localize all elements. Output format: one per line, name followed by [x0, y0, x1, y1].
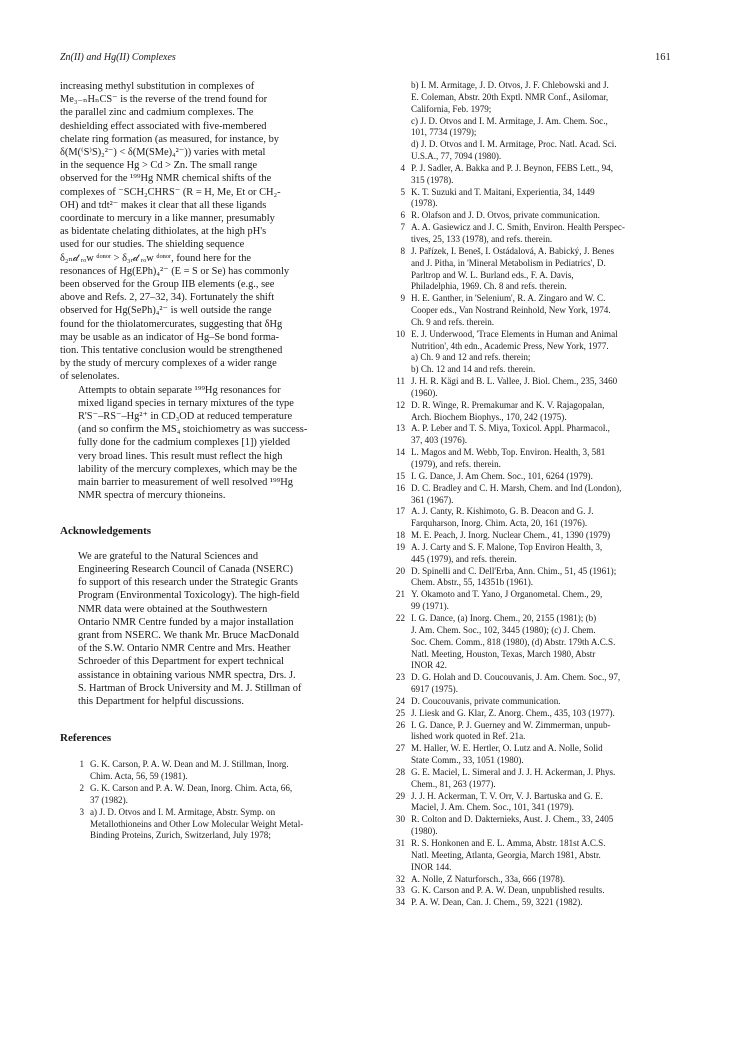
- reference-line: G. K. Carson and P. A. W. Dean, Inorg. Chim. Acta, 66,: [90, 783, 293, 794]
- text-line: the parallel zinc and cadmium complexes. The: [60, 107, 254, 119]
- reference-line: J. J. H. Ackerman, T. V. Orr, V. J. Bartuska and G. E.: [411, 790, 603, 801]
- reference-number: 27: [395, 743, 405, 754]
- reference-line: Philadelphia, 1969. Ch. 8 and refs. therein.: [411, 281, 567, 292]
- reference-line: Ch. 9 and refs. therein.: [411, 316, 495, 327]
- reference-number: 15: [395, 470, 405, 481]
- reference-number: 1: [79, 759, 84, 770]
- reference-entry: [389, 187, 685, 211]
- reference-entry: [389, 696, 685, 708]
- reference-number: 25: [395, 707, 405, 718]
- reference-line: D. Spinelli and C. Dell'Erba, Ann. Chim., 51, 45 (1961);: [411, 565, 617, 576]
- text-line: Engineering Research Council of Canada (NSERC): [78, 563, 293, 575]
- running-title: Zn(II) and Hg(II) Complexes: [60, 52, 176, 63]
- reference-line: Arch. Biochem Biophys., 170, 242 (1975).: [411, 411, 567, 422]
- reference-line: State Comm., 33, 1051 (1980).: [411, 755, 524, 766]
- reference-line: A. J. Carty and S. F. Malone, Top Environ Health, 3,: [411, 541, 603, 552]
- reference-line: 6917 (1975).: [411, 684, 458, 695]
- reference-entry: [389, 246, 685, 293]
- reference-line: J. Liesk and G. Klar, Z. Anorg. Chem., 435, 103 (1977).: [411, 707, 615, 718]
- reference-entry: [389, 566, 685, 590]
- reference-number: 18: [395, 530, 405, 541]
- reference-line: b) I. M. Armitage, J. D. Otvos, J. F. Chlebowski and J.: [411, 80, 609, 90]
- acknowledgements-heading: Acknowledgements: [60, 524, 152, 537]
- reference-entry: [389, 838, 685, 874]
- text-line: mixed ligand species in ternary mixtures of the type: [78, 397, 294, 409]
- reference-entry: [389, 423, 685, 447]
- reference-line: M. E. Peach, J. Inorg. Nuclear Chem., 41, 1390 (1979): [411, 530, 611, 541]
- reference-entry: [389, 210, 685, 222]
- text-line: assistance in obtaining various NMR spectra, Drs. J.: [78, 669, 296, 681]
- reference-number: 13: [395, 423, 405, 434]
- reference-line: A. Nolle, Z Naturforsch., 33a, 666 (1978).: [411, 873, 566, 884]
- text-line: may be usable as an indicator of Hg–Se bond forma-: [60, 331, 280, 343]
- reference-number: 9: [400, 293, 405, 304]
- text-line: observed for the ¹⁹⁹Hg NMR chemical shifts of the: [60, 173, 272, 185]
- reference-line: Cooper eds., Van Nostrand Reinhold, New York, 1974.: [411, 305, 611, 316]
- text-line: very broad lines. This result must reflect the high: [78, 450, 283, 462]
- reference-line: c) J. D. Otvos and I. M. Armitage, J. Am. Chem. Soc.,: [411, 115, 608, 126]
- reference-number: 34: [395, 897, 405, 908]
- text-line: in the sequence Hg > Cd > Zn. The small range: [60, 160, 258, 172]
- references-list-left: [68, 759, 360, 842]
- reference-entry: [389, 672, 685, 696]
- references-heading: References: [60, 732, 112, 745]
- reference-entry: [389, 400, 685, 424]
- text-line: Me₃₋ₙHₙCS⁻ is the reverse of the trend found for: [60, 94, 268, 106]
- reference-line: (1980).: [411, 826, 438, 837]
- reference-line: Nutrition', 4th edn., Academic Press, New York, 1977.: [411, 340, 609, 351]
- reference-line: D. R. Winge, R. Premakumar and K. V. Rajagopalan,: [411, 399, 605, 410]
- text-line: OH) and tdt²⁻ makes it clear that all these ligands: [60, 199, 267, 211]
- body-paragraph-2: [60, 384, 360, 503]
- reference-number: 28: [395, 766, 405, 777]
- reference-entry: [68, 783, 360, 807]
- reference-line: Metallothioneins and Other Low Molecular Weight Metal-: [90, 818, 304, 829]
- reference-number: 21: [395, 589, 405, 600]
- reference-line: 99 (1971).: [411, 601, 449, 612]
- text-line: R'S⁻–RS⁻–Hg²⁺ in CD₃OD at reduced temperature: [78, 411, 293, 423]
- reference-line: b) Ch. 12 and 14 and refs. therein.: [411, 364, 536, 375]
- text-line: grant from NSERC. We thank Mr. Bruce MacDonald: [78, 629, 299, 641]
- reference-line: Chem. Abstr., 55, 14351b (1961).: [411, 577, 534, 588]
- reference-line: 361 (1967).: [411, 494, 454, 505]
- reference-line: I. G. Dance, J. Am Chem. Soc., 101, 6264 (1979).: [411, 470, 593, 481]
- reference-number: 20: [395, 565, 405, 576]
- text-line: tion. This tentative conclusion would be strengthened: [60, 345, 283, 357]
- reference-entry: [68, 807, 360, 843]
- reference-line: G. K. Carson and P. A. W. Dean, unpublished results.: [411, 885, 605, 896]
- reference-line: E. Coleman, Abstr. 20th Exptl. NMR Conf., Asilomar,: [411, 91, 609, 102]
- reference-entry: [389, 708, 685, 720]
- reference-line: Farquharson, Inorg. Chim. Acta, 20, 161 (1976).: [411, 518, 588, 529]
- reference-entry: [389, 874, 685, 886]
- reference-number: 7: [400, 222, 405, 233]
- reference-number: 22: [395, 612, 405, 623]
- text-line: Attempts to obtain separate ¹⁹⁹Hg resonances for: [78, 384, 281, 396]
- reference-number: 24: [395, 695, 405, 706]
- reference-number: 14: [395, 447, 405, 458]
- text-line: S. Hartman of Brock University and M. J. Stillman of: [78, 682, 302, 694]
- reference-line: Parltrop and W. L. Burland eds., F. A. Davis,: [411, 269, 574, 280]
- reference-number: 16: [395, 482, 405, 493]
- reference-line: Binding Proteins, Zurich, Switzerland, July 1978;: [90, 830, 271, 841]
- reference-entry: [389, 613, 685, 672]
- text-line: δ₂ₙ𝒹 ᵣₒw ᵈᵒⁿᵒʳ > δ₃ᵣ𝒹 ᵣₒw ᵈᵒⁿᵒʳ, found here for the: [60, 252, 252, 264]
- reference-entry: [389, 530, 685, 542]
- reference-line: G. E. Maciel, L. Simeral and J. J. H. Ackerman, J. Phys.: [411, 766, 616, 777]
- reference-line: 101, 7734 (1979);: [411, 127, 477, 138]
- reference-entry: [389, 163, 685, 187]
- reference-entry: [389, 329, 685, 376]
- reference-line: R. Colton and D. Dakternieks, Aust. J. Chem., 33, 2405: [411, 814, 614, 825]
- reference-entry: [389, 743, 685, 767]
- text-line: this Department for helpful discussions.: [78, 695, 244, 707]
- reference-entry: [389, 814, 685, 838]
- reference-line: INOR 42.: [411, 660, 447, 671]
- reference-line: 37 (1982).: [90, 794, 128, 805]
- reference-number: 4: [400, 162, 405, 173]
- reference-line: A. J. Canty, R. Kishimoto, G. B. Deacon and G. J.: [411, 506, 594, 517]
- reference-line: a) Ch. 9 and 12 and refs. therein;: [411, 352, 531, 363]
- reference-line: I. G. Dance, P. J. Guerney and W. Zimmerman, unpub-: [411, 719, 611, 730]
- reference-line: 315 (1978).: [411, 174, 454, 185]
- text-line: We are grateful to the Natural Sciences and: [78, 550, 259, 562]
- reference-line: California, Feb. 1979;: [411, 103, 492, 114]
- text-line: of the S.W. Ontario NMR Centre and Mrs. Heather: [78, 643, 291, 655]
- reference-number: 31: [395, 838, 405, 848]
- reference-entry: [389, 376, 685, 400]
- reference-entry: [389, 447, 685, 471]
- reference-line: D. Coucouvanis, private communication.: [411, 695, 561, 706]
- reference-number: 10: [395, 328, 405, 339]
- reference-line: J. H. R. Kägi and B. L. Vallee, J. Biol. Chem., 235, 3460: [411, 376, 618, 387]
- reference-line: lished work quoted in Ref. 21a.: [411, 731, 526, 742]
- reference-number: 26: [395, 719, 405, 730]
- reference-line: Natl. Meeting, Houston, Texas, March 1980, Abstr: [411, 648, 596, 659]
- reference-entry: [389, 885, 685, 897]
- text-line: by the study of mercury complexes of a wider range: [60, 358, 277, 370]
- text-line: above and Refs. 2, 27–32, 34). Fortunately the shift: [60, 292, 275, 304]
- reference-line: Maciel, J. Am. Chem. Soc., 101, 341 (1979).: [411, 802, 574, 813]
- text-line: chelate ring formation (as measured, for instance, by: [60, 133, 279, 145]
- reference-number: 30: [395, 814, 405, 825]
- reference-number: 6: [400, 210, 405, 221]
- reference-line: Y. Okamoto and T. Yano, J Organometal. Chem., 29,: [411, 589, 603, 600]
- text-line: Ontario NMR Centre funded by a major installation: [78, 616, 294, 628]
- reference-line: D. G. Holah and D. Coucouvanis, J. Am. Chem. Soc., 97,: [411, 672, 621, 683]
- reference-line: (1979), and refs. therein.: [411, 459, 501, 469]
- reference-number: 33: [395, 885, 405, 896]
- text-line: fully done for the cadmium complexes [1]) yielded: [78, 437, 291, 449]
- reference-number: 8: [400, 245, 405, 256]
- text-line: of selenolates.: [60, 371, 120, 383]
- text-line: increasing methyl substitution in complexes of: [60, 81, 255, 92]
- reference-line: H. E. Ganther, in 'Selenium', R. A. Zingaro and W. C.: [411, 293, 606, 304]
- text-line: as bidentate chelating dithiolates, at the high pH's: [60, 226, 267, 238]
- reference-number: 29: [395, 790, 405, 801]
- reference-entry: [389, 80, 685, 163]
- reference-line: and J. Pitha, in 'Mineral Metabolism in Pediatrics', D.: [411, 257, 606, 268]
- reference-number: 12: [395, 399, 405, 410]
- text-line: NMR data were obtained at the Southwestern: [78, 603, 268, 615]
- reference-entry: [68, 759, 360, 783]
- references-list-right: [389, 80, 685, 909]
- reference-line: P. J. Sadler, A. Bakka and P. J. Beynon, FEBS Lett., 94,: [411, 162, 613, 173]
- text-line: resonances of Hg(EPh)₄²⁻ (E = S or Se) has commonly: [60, 265, 290, 277]
- reference-entry: [389, 589, 685, 613]
- text-line: been observed for the Group IIB elements (e.g., see: [60, 279, 275, 291]
- reference-line: (1960).: [411, 387, 438, 398]
- reference-line: d) J. D. Otvos and I. M. Armitage, Proc. Natl. Acad. Sci.: [411, 139, 617, 150]
- reference-line: a) J. D. Otvos and I. M. Armitage, Abstr. Symp. on: [90, 806, 276, 817]
- reference-line: (1978).: [411, 198, 438, 209]
- text-line: Schroeder of this Department for expert technical: [78, 656, 284, 668]
- reference-number: 5: [400, 186, 405, 197]
- text-line: fo support of this research under the Strategic Grants: [78, 577, 298, 589]
- reference-line: INOR 144.: [411, 861, 452, 872]
- reference-line: J. Pařízek, I. Beneš, I. Ostádalová, A. Babický, J. Benes: [411, 245, 615, 256]
- reference-entry: [389, 506, 685, 530]
- reference-number: 23: [395, 672, 405, 683]
- reference-entry: [389, 222, 685, 246]
- body-paragraph-1: [60, 80, 360, 384]
- reference-entry: [389, 720, 685, 744]
- reference-line: Natl. Meeting, Atlanta, Georgia, March 1981, Abstr.: [411, 849, 601, 860]
- text-line: found for the thiolatomercurates, suggesting that δHg: [60, 318, 283, 330]
- reference-line: A. P. Leber and T. S. Miya, Toxicol. Appl. Pharmacol.,: [411, 423, 610, 434]
- text-line: δ(M(⁽S⁾S)₂²⁻) < δ(M(SMe)₄²⁻)) varies with metal: [60, 147, 266, 159]
- reference-line: 445 (1979), and refs. therein.: [411, 553, 517, 564]
- text-line: Program (Environmental Toxicology). The high-field: [78, 590, 300, 602]
- reference-line: J. Am. Chem. Soc., 102, 3445 (1980); (c) J. Chem.: [411, 624, 596, 635]
- reference-line: D. C. Bradley and C. H. Marsh, Chem. and Ind (London),: [411, 482, 622, 493]
- reference-entry: [389, 471, 685, 483]
- reference-entry: [389, 293, 685, 329]
- text-line: (and so confirm the MS₄ stoichiometry as was success-: [78, 424, 308, 436]
- reference-line: A. A. Gasiewicz and J. C. Smith, Environ. Health Perspec-: [411, 222, 625, 233]
- text-line: complexes of ⁻SCH₂CHRS⁻ (R = H, Me, Et or CH₂-: [60, 186, 281, 198]
- reference-entry: [389, 483, 685, 507]
- reference-line: K. T. Suzuki and T. Maitani, Experientia, 34, 1449: [411, 186, 595, 197]
- reference-number: 3: [79, 806, 84, 817]
- reference-line: Soc. Chem. Comm., 818 (1980), (d) Abstr. 179th A.C.S.: [411, 636, 616, 647]
- text-line: lability of the mercury complexes, which may be the: [78, 463, 297, 475]
- left-column: [60, 80, 360, 842]
- reference-line: 37, 403 (1976).: [411, 435, 468, 446]
- reference-number: 2: [79, 783, 84, 794]
- reference-line: Chem., 81, 263 (1977).: [411, 778, 496, 789]
- text-line: observed for Hg(SePh)₄²⁻ is well outside the range: [60, 305, 272, 317]
- reference-entry: [389, 542, 685, 566]
- reference-line: U.S.A., 77, 7094 (1980).: [411, 151, 502, 162]
- reference-entry: [389, 767, 685, 791]
- reference-line: R. S. Honkonen and E. L. Amma, Abstr. 181st A.C.S.: [411, 838, 606, 848]
- reference-entry: [389, 791, 685, 815]
- text-line: used for our studies. The shielding sequence: [60, 239, 245, 251]
- right-column: [389, 80, 685, 909]
- reference-line: L. Magos and M. Webb, Top. Environ. Health, 3, 581: [411, 447, 606, 458]
- reference-line: Chim. Acta, 56, 59 (1981).: [90, 771, 188, 782]
- reference-line: M. Haller, W. E. Hertler, O. Lutz and A. Nolle, Solid: [411, 743, 603, 754]
- reference-line: E. J. Underwood, 'Trace Elements in Human and Animal: [411, 328, 618, 339]
- text-line: main barrier to measurement of well resolved ¹⁹⁹Hg: [78, 477, 293, 489]
- page-number: 161: [655, 52, 671, 63]
- reference-line: I. G. Dance, (a) Inorg. Chem., 20, 2155 (1981); (b): [411, 612, 597, 623]
- reference-entry: [389, 897, 685, 909]
- reference-line: P. A. W. Dean, Can. J. Chem., 59, 3221 (1982).: [411, 897, 583, 908]
- reference-number: 32: [395, 873, 405, 884]
- reference-line: R. Olafson and J. D. Otvos, private communication.: [411, 210, 600, 221]
- text-line: NMR spectra of mercury thioneins.: [78, 490, 226, 502]
- reference-line: G. K. Carson, P. A. W. Dean and M. J. Stillman, Inorg.: [90, 759, 289, 770]
- reference-number: 19: [395, 541, 405, 552]
- text-line: coordinate to mercury in a like manner, presumably: [60, 213, 275, 225]
- reference-number: 17: [395, 506, 405, 517]
- acknowledgements-text: [60, 550, 360, 708]
- reference-number: 11: [396, 376, 405, 387]
- reference-line: tives, 25, 133 (1978), and refs. therein.: [411, 233, 553, 244]
- text-line: deshielding effect associated with five-membered: [60, 120, 267, 132]
